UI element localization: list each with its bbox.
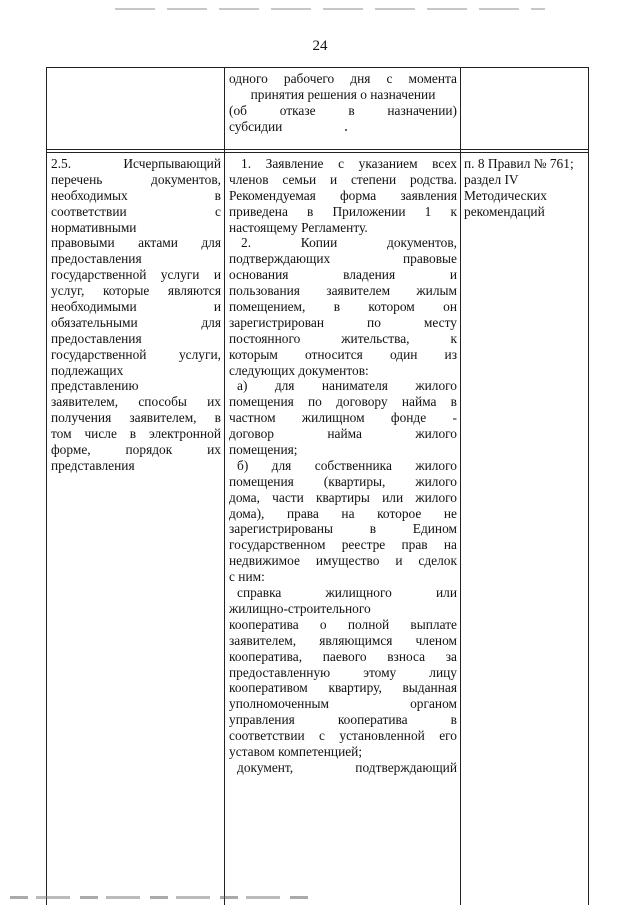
text-line: документ, подтверждающий xyxy=(237,759,457,775)
text-line: предоставления xyxy=(51,251,142,267)
text-line: кооперативом квартиру, выданная xyxy=(229,680,457,696)
text-line: 2. Копии документов, xyxy=(241,235,457,251)
text-line: недвижимое имущество и сделок xyxy=(229,553,457,569)
text-line: помещения по договору найма в xyxy=(229,394,457,410)
row2-col3-cell xyxy=(464,156,586,220)
text-line: том числе в электронной xyxy=(51,426,221,442)
text-line: представления xyxy=(51,457,135,473)
text-line: заявителем, способы их xyxy=(51,394,221,410)
text-line: нормативными xyxy=(51,219,137,235)
text-line: которым относится один из xyxy=(229,346,457,362)
text-line: частном жилищном фонде - xyxy=(229,410,457,426)
text-line: необходимыми и xyxy=(51,299,221,315)
text-line: управления кооператива в xyxy=(229,712,457,728)
column-divider-2 xyxy=(460,68,461,905)
text-line: приведена в Приложении 1 к xyxy=(229,203,457,219)
text-line: предоставленную этому лицу xyxy=(229,664,457,680)
text-line: соответствии с xyxy=(51,203,221,219)
text-line: кооператива, паевого взноса за xyxy=(229,648,457,664)
text-line: представлению xyxy=(51,378,139,394)
text-line: зарегистрированы в Едином xyxy=(229,521,457,537)
text-line: справка жилищного или xyxy=(237,585,457,601)
text-line: перечень документов, xyxy=(51,171,221,187)
text-line: субсидии xyxy=(229,118,283,134)
scan-artifact-bottom xyxy=(10,896,310,899)
text-line: государственной услуги и xyxy=(51,267,221,283)
row2-col1-cell xyxy=(51,156,221,474)
text-line: б) для собственника жилого xyxy=(237,457,457,473)
text-line: помещения; xyxy=(229,442,298,458)
text-line: уполномоченным органом xyxy=(229,696,457,712)
text-line: с ним: xyxy=(229,569,265,585)
text-line: постоянного жительства, к xyxy=(229,330,457,346)
scan-artifact-top xyxy=(115,8,545,10)
text-line: раздел IV xyxy=(464,171,519,187)
page-number: 24 xyxy=(312,38,328,54)
text-line: правовыми актами для xyxy=(51,235,221,251)
text-line: уставом компетенцией; xyxy=(229,743,363,759)
text-line: Рекомендуемая форма заявления xyxy=(229,187,457,203)
text-line: жилищно-строительного xyxy=(229,600,371,616)
text-line: помещением, в котором он xyxy=(229,299,457,315)
regulation-table xyxy=(46,67,589,905)
text-line: членов семьи и степени родства. xyxy=(229,171,457,187)
text-line: кооператива о полной выплате xyxy=(229,616,457,632)
text-line: необходимых в xyxy=(51,187,221,203)
text-line: 2.5. Исчерпывающий xyxy=(51,156,221,171)
text-line: заявителем, являющимся членом xyxy=(229,632,457,648)
text-line: предоставления xyxy=(51,330,142,346)
text-line: п. 8 Правил № 761; xyxy=(464,156,574,171)
text-line: государственной услуги, xyxy=(51,346,221,362)
text-line: принятия решения о назначении xyxy=(250,86,436,102)
text-line: рекомендаций xyxy=(464,203,545,219)
row2-col2-cell xyxy=(229,156,457,776)
text-line: одного рабочего дня с момента xyxy=(229,71,457,86)
text-line: 1. Заявление с указанием всех xyxy=(241,156,457,171)
row-divider xyxy=(47,149,588,150)
text-line: настоящему Регламенту. xyxy=(229,219,368,235)
text-line: государственном реестре прав на xyxy=(229,537,457,553)
text-line: получения заявителем, в xyxy=(51,410,221,426)
text-line: следующих документов: xyxy=(229,362,369,378)
text-line: Методических xyxy=(464,187,547,203)
text-line: форме, порядок их xyxy=(51,442,221,458)
text-line: обязательными для xyxy=(51,314,221,330)
text-line: услуг, которые являются xyxy=(51,283,221,299)
text-line: подлежащих xyxy=(51,362,124,378)
text-line: дома), права на которое не xyxy=(229,505,457,521)
text-line: зарегистрирован по месту xyxy=(229,314,457,330)
text-line: договор найма жилого xyxy=(229,426,457,442)
text-line: (об отказе в назначении) xyxy=(229,102,457,118)
text-line: а) для нанимателя жилого xyxy=(237,378,457,394)
text-line: пользования заявителем жилым xyxy=(229,283,457,299)
row-divider-double xyxy=(47,152,588,153)
row1-col2-cell xyxy=(229,71,457,135)
text-line: дома, части квартиры или жилого xyxy=(229,489,457,505)
scan-speck xyxy=(345,129,347,131)
text-line: подтверждающих правовые xyxy=(229,251,457,267)
column-divider-1 xyxy=(224,68,225,905)
text-line: основания владения и xyxy=(229,267,457,283)
text-line: помещения (квартиры, жилого xyxy=(229,473,457,489)
text-line: соответствии с установленной его xyxy=(229,728,457,744)
